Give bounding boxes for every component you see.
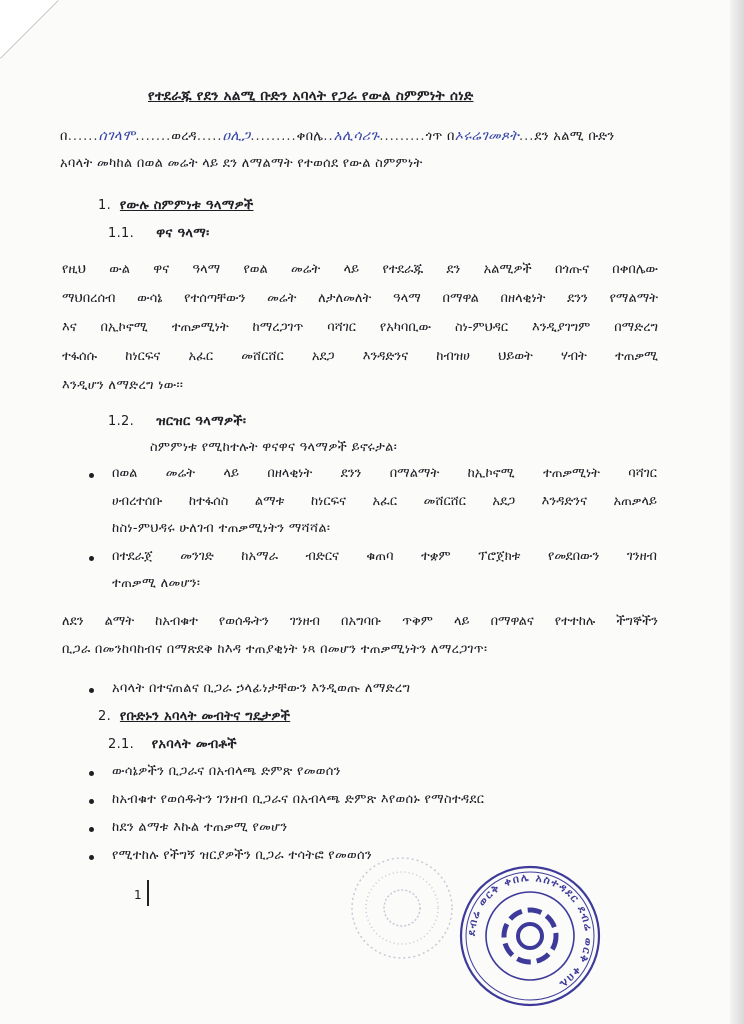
fill-dots: ... [518, 129, 535, 144]
bullet-icon [89, 799, 94, 804]
bullet-icon [89, 556, 94, 561]
got-label: ጎጥ በ [425, 129, 455, 144]
official-seal-icon [456, 862, 604, 1010]
section-1-number: 1. [98, 198, 112, 213]
bullet-1-line-1: በወል መሬት ላይ በዘላቂነት ደንን በማልማት ከኢኮኖሚ ተጠቃሚነት ባሻገር [112, 466, 657, 481]
document-title: የተደራጁ የደን አልሚ ቡድን አባላት የጋራ የውል ስምምነት ሰነድ [148, 88, 474, 104]
intro-line-1 [60, 128, 614, 144]
bullet-icon [89, 688, 94, 693]
paragraph-1-line-4: ተፋሰሱ ከነርፍና አፈር መሸርሸር አደጋ እንዳድንና ከብዝሀ ህይወት ሃብት ተጠቃሚ [62, 349, 658, 364]
paragraph-1-line-1: የዚህ ውል ዋና ዓላማ የወል መሬት ላይ የተደራጁ ደን አልሚዎች በጎጡና በቀበሌው [62, 262, 658, 277]
section-2-heading [98, 709, 290, 724]
rights-bullet-3: ከደን ልማቱ እኩል ተጠቃሚ የመሆን [112, 820, 288, 835]
subsection-1-2-intro: ስምምነቱ የሚከተሉት ዋናዋና ዓላማዎች ይኖሩታል፡ [150, 440, 398, 455]
subsection-1-1-heading [108, 226, 209, 241]
handwritten-woreda: ዐሊጋ [222, 128, 251, 144]
handwritten-got: ኦሩሬገመጾት [454, 128, 519, 144]
rights-bullet-4: የሚተከሉ የችግኝ ዝርያዎችን ቢጋራ ተሳትፎ የመወሰን [112, 848, 373, 863]
section-1-heading [98, 198, 254, 213]
rights-bullet-2: ከአብቁተ የወሰዱትን ገንዘብ ቢጋራና በአብላጫ ድምጽ እየወሰኑ የማስተዳደር [112, 792, 485, 807]
intro-line-2: አባላት መካከል በወል መሬት ላይ ደን ለማልማት የተወሰደ የውል ስምምነት [60, 156, 423, 171]
fill-dots: ...... [67, 129, 99, 144]
subsection-1-2-number: 1.2. [108, 414, 135, 429]
paragraph-1-line-3: እና በኢኮኖሚ ተጠቃሚነት ከማረጋገጥ ባሻገር የአካባቢው ስነ-ምህዳር እንዲያገግም በማድረግ [62, 320, 658, 335]
subsection-2-1-title: የአባላት መብቶች [151, 737, 237, 752]
bullet-icon [89, 827, 94, 832]
bullet-icon [89, 855, 94, 860]
paragraph-2-line-2: ቢጋራ በመንከባከብና በማጽደቅ ከእዳ ተጠያቂነት ነጻ በመሆን ተጠቃሚነትን ለማረጋገጥ፡ [62, 642, 488, 657]
seal-ring-text: ደብሬ ወርቅ ቀበሌ አስተዳደር ደብሬ ወርቅ ቀበሌ [465, 871, 595, 992]
handwritten-district: ሰገላሞ [98, 128, 136, 144]
fill-dots: ......... [379, 129, 426, 144]
bullet-1-line-2: ሀብረተሰቡ ከተፋሰስ ልማቱ ከነርፍና አፈር መሸርሸር አደጋ እንዳድንና አጠቃላይ [112, 494, 657, 509]
subsection-1-1-title: ዋና ዓላማ፡ [156, 226, 210, 241]
subsection-1-1-number: 1.1. [108, 226, 135, 241]
page-shadow-edge [730, 0, 744, 1024]
bullet-icon [89, 771, 94, 776]
kebele-label: ቀበሌ [296, 129, 324, 144]
faint-stamp-icon [340, 852, 464, 962]
intro-prefix: በ [60, 129, 68, 144]
bullet-2-line-1: በተደራጀ መንገድ ከአማራ ብድርና ቁጠባ ተቋም ፕሮጀክቱ የመደበውን ገንዘብ [112, 549, 657, 564]
paragraph-1-line-5: እንዲሆን ለማድረግ ነው፡፡ [62, 378, 184, 393]
subsection-2-1-number: 2.1. [108, 737, 135, 752]
fill-dots: .. [323, 129, 334, 144]
subsection-1-2-heading [108, 414, 246, 429]
bullet-3: አባላት በተናጠልና ቢጋራ ኃላፊነታቸውን እንዲወጡ ለማድረግ [112, 681, 411, 696]
fill-dots: ..... [196, 129, 223, 144]
bullet-1-line-3: ከስነ-ምህዳሩ ሁለገብ ተጠቃሚነትን ማሻሻል፡ [112, 521, 331, 536]
fill-dots: ....... [135, 129, 172, 144]
subsection-1-2-title: ዝርዝር ዓላማዎች፡ [156, 414, 247, 429]
rights-bullet-1: ውሳኔዎችን ቢጋራና በአብላጫ ድምጽ የመወሰን [112, 764, 341, 779]
intro-line-1-end: ደን አልሚ ቡድን [534, 129, 615, 144]
bullet-2-line-2: ተጠቃሚ ለመሆን፡ [112, 576, 201, 591]
page-number-bar [147, 880, 149, 906]
fill-dots: ......... [250, 129, 297, 144]
paragraph-1-line-2: ማህበረሰብ ውሳኔ የተሰጣቸውን መሬት ለታለመለት ዓላማ በማዋል በዘላቂነት ደንን የማልማት [62, 291, 658, 306]
section-2-number: 2. [98, 709, 112, 724]
section-1-title: የውሉ ስምምነቱ ዓላማዎች [119, 198, 254, 213]
subsection-2-1-heading [108, 737, 237, 752]
paragraph-2-line-1: ለደን ልማት ከአብቁተ የወሰዱትን ገንዘብ በአግባቡ ጥቅም ላይ በማዋልና የተተከሉ ችግኞችን [62, 614, 658, 629]
bullet-icon [89, 473, 94, 478]
handwritten-kebele: አሊሳሪጉ [333, 128, 380, 144]
woreda-label: ወረዳ [171, 129, 197, 144]
section-2-title: የቡድኑን አባላት መብትና ግዴታዎች [119, 709, 291, 724]
page-number: 1 [134, 888, 142, 902]
